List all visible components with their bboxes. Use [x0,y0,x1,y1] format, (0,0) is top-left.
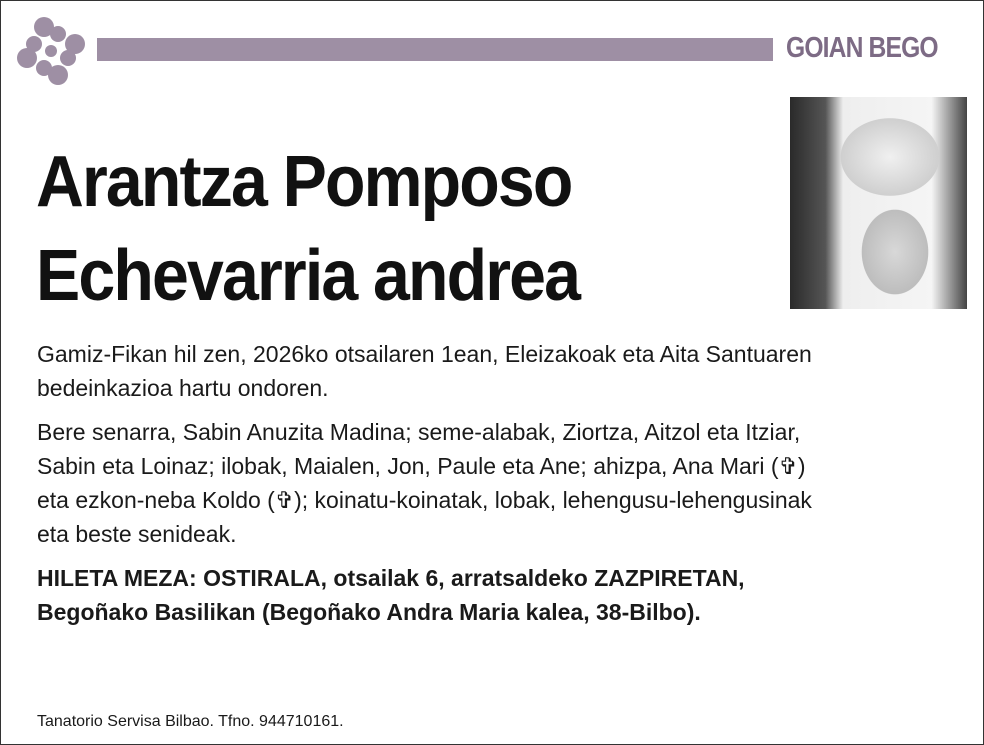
text-line: Begoñako Basilikan (Begoñako Andra Maria kalea, 38-Bilbo). [37,599,701,625]
text-line: eta beste senideak. [37,521,237,547]
text-line: HILETA MEZA: OSTIRALA, otsailak 6, arratsaldeko ZAZPIRETAN, [37,565,745,591]
title-line: Arantza Pomposo [36,142,572,222]
family-paragraph [37,415,957,551]
brand-label: GOIAN BEGO [786,32,938,64]
lauburu-icon [14,14,88,88]
portrait-photo [790,97,967,309]
deceased-name [36,135,579,323]
title-line: Echevarria andrea [36,236,580,316]
text-line: eta ezkon-neba Koldo (✞); koinatu-koinatak, lobak, lehengusu-lehengusinak [37,487,812,513]
text-line: bedeinkazioa hartu ondoren. [37,375,329,401]
funeral-home-footer: Tanatorio Servisa Bilbao. Tfno. 944710161. [37,713,344,730]
obituary-body [37,337,957,639]
header-bar [97,38,773,61]
text-line: Sabin eta Loinaz; ilobak, Maialen, Jon, Paule eta Ane; ahizpa, Ana Mari (✞) [37,453,806,479]
funeral-paragraph [37,561,957,629]
text-line: Bere senarra, Sabin Anuzita Madina; seme-alabak, Ziortza, Aitzol eta Itziar, [37,419,801,445]
text-line: Gamiz-Fikan hil zen, 2026ko otsailaren 1ean, Eleizakoak eta Aita Santuaren [37,341,812,367]
death-paragraph [37,337,957,405]
